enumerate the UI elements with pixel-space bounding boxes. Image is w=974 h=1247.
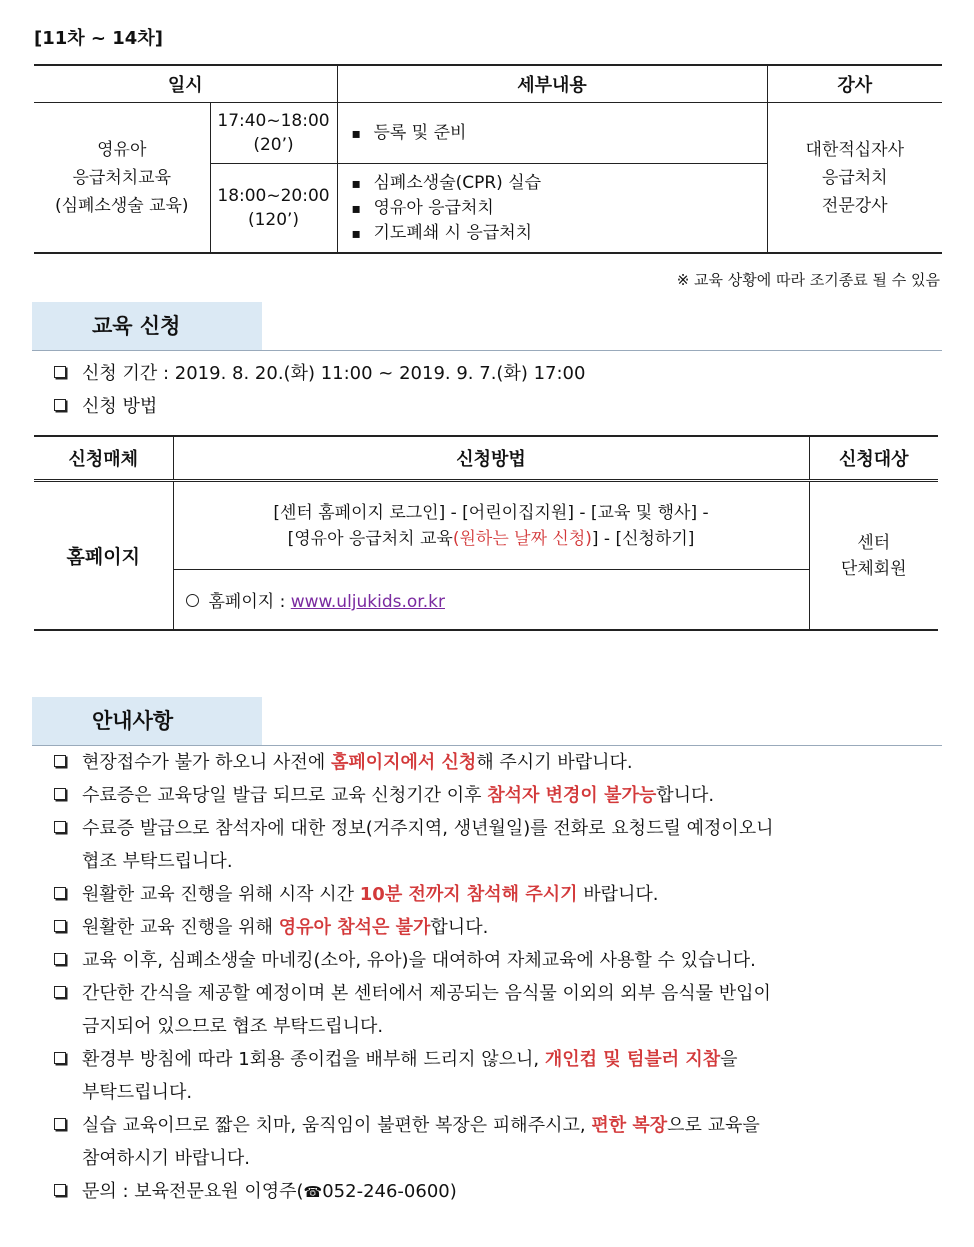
checkbox-bullet-icon xyxy=(54,821,66,833)
apply-header-medium: 신청매체 xyxy=(34,436,173,481)
checkbox-bullet-icon xyxy=(54,788,66,800)
list-item: 실습 교육이므로 짧은 치마, 움직임이 불편한 복장은 피해주시고, 편한 복장으로 교육을 참여하시기 바랍니다. xyxy=(54,1109,954,1175)
apply-method: 신청 방법 xyxy=(54,390,157,423)
checkbox-bullet-icon xyxy=(54,953,66,965)
apply-target-cell: 센터 단체회원 xyxy=(809,481,938,631)
apply-medium-cell: 홈페이지 xyxy=(34,481,173,631)
apply-steps-cell: [센터 홈페이지 로그인] - [어린이집지원] - [교육 및 행사] - [영유아 응급처치 교육(원하는 날짜 신청)] - [신청하기] xyxy=(173,481,809,570)
checkbox-bullet-icon xyxy=(54,887,66,899)
list-item: 문의 : 보육전문요원 이영주(☎052-246-0600) xyxy=(54,1175,954,1209)
checkbox-bullet-icon xyxy=(54,986,66,998)
details-cell xyxy=(337,164,767,254)
list-item: 간단한 간식을 제공할 예정이며 본 센터에서 제공되는 음식물 이외의 외부 음식물 반입이 금지되어 있으므로 협조 부탁드립니다. xyxy=(54,977,954,1043)
schedule-header-datetime: 일시 xyxy=(34,65,337,103)
early-end-note: ※ 교육 상황에 따라 조기종료 될 수 있음 xyxy=(676,271,940,289)
apply-section-title: 교육 신청 xyxy=(32,302,262,350)
list-item: 원활한 교육 진행을 위해 영유아 참석은 불가합니다. xyxy=(54,911,954,944)
apply-header-method: 신청방법 xyxy=(173,436,809,481)
time-cell: 17:40~18:00 (20’) xyxy=(210,103,337,164)
schedule-header-instructor: 강사 xyxy=(767,65,942,103)
list-item: 환경부 방침에 따라 1회용 종이컵을 배부해 드리지 않으니, 개인컵 및 텀블러 지참을 부탁드립니다. xyxy=(54,1043,954,1109)
checkbox-bullet-icon xyxy=(54,1118,66,1130)
list-item: ▪ 영유아 응급처치 xyxy=(352,196,766,221)
list-item: ▪ 기도폐쇄 시 응급처치 xyxy=(352,221,766,246)
checkbox-bullet-icon xyxy=(54,1184,66,1196)
list-item: ▪ 심폐소생술(CPR) 실습 xyxy=(352,171,766,196)
guide-section-title: 안내사항 xyxy=(32,697,262,745)
schedule-table xyxy=(34,64,942,254)
list-item: 원활한 교육 진행을 위해 시작 시간 10분 전까지 참석해 주시기 바랍니다. xyxy=(54,878,954,911)
instructor-cell: 대한적십자사 응급처치 전문강사 xyxy=(767,103,942,254)
list-item: ▪ 등록 및 준비 xyxy=(352,121,766,146)
divider xyxy=(32,350,942,351)
checkbox-bullet-icon xyxy=(54,399,66,411)
list-item: 수료증 발급으로 참석자에 대한 정보(거주지역, 생년월일)를 전화로 요청드릴 예정이오니 협조 부탁드립니다. xyxy=(54,812,954,878)
homepage-link[interactable]: www.uljukids.or.kr xyxy=(290,592,445,612)
phone-icon: ☎ xyxy=(303,1183,323,1201)
checkbox-bullet-icon xyxy=(54,366,66,378)
checkbox-bullet-icon xyxy=(54,920,66,932)
circle-bullet-icon xyxy=(186,594,199,607)
schedule-header-details: 세부내용 xyxy=(337,65,767,103)
program-name-cell: 영유아 응급처치교육 (심폐소생술 교육) xyxy=(34,103,210,254)
guide-list xyxy=(54,746,954,1209)
list-item: 수료증은 교육당일 발급 되므로 교육 신청기간 이후 참석자 변경이 불가능합니다. xyxy=(54,779,954,812)
list-item: 현장접수가 불가 하오니 사전에 홈페이지에서 신청해 주시기 바랍니다. xyxy=(54,746,954,779)
checkbox-bullet-icon xyxy=(54,755,66,767)
apply-table xyxy=(34,435,938,631)
checkbox-bullet-icon xyxy=(54,1052,66,1064)
apply-header-target: 신청대상 xyxy=(809,436,938,481)
session-title: [11차 ~ 14차] xyxy=(34,28,163,49)
apply-period: 신청 기간 : 2019. 8. 20.(화) 11:00 ~ 2019. 9. 7.(화) 17:00 xyxy=(54,357,585,390)
list-item: 교육 이후, 심폐소생술 마네킹(소아, 유아)을 대여하여 자체교육에 사용할 수 있습니다. xyxy=(54,944,954,977)
time-cell: 18:00~20:00 (120’) xyxy=(210,164,337,254)
details-cell xyxy=(337,103,767,164)
homepage-cell: 홈페이지 : www.uljukids.or.kr xyxy=(173,570,809,631)
